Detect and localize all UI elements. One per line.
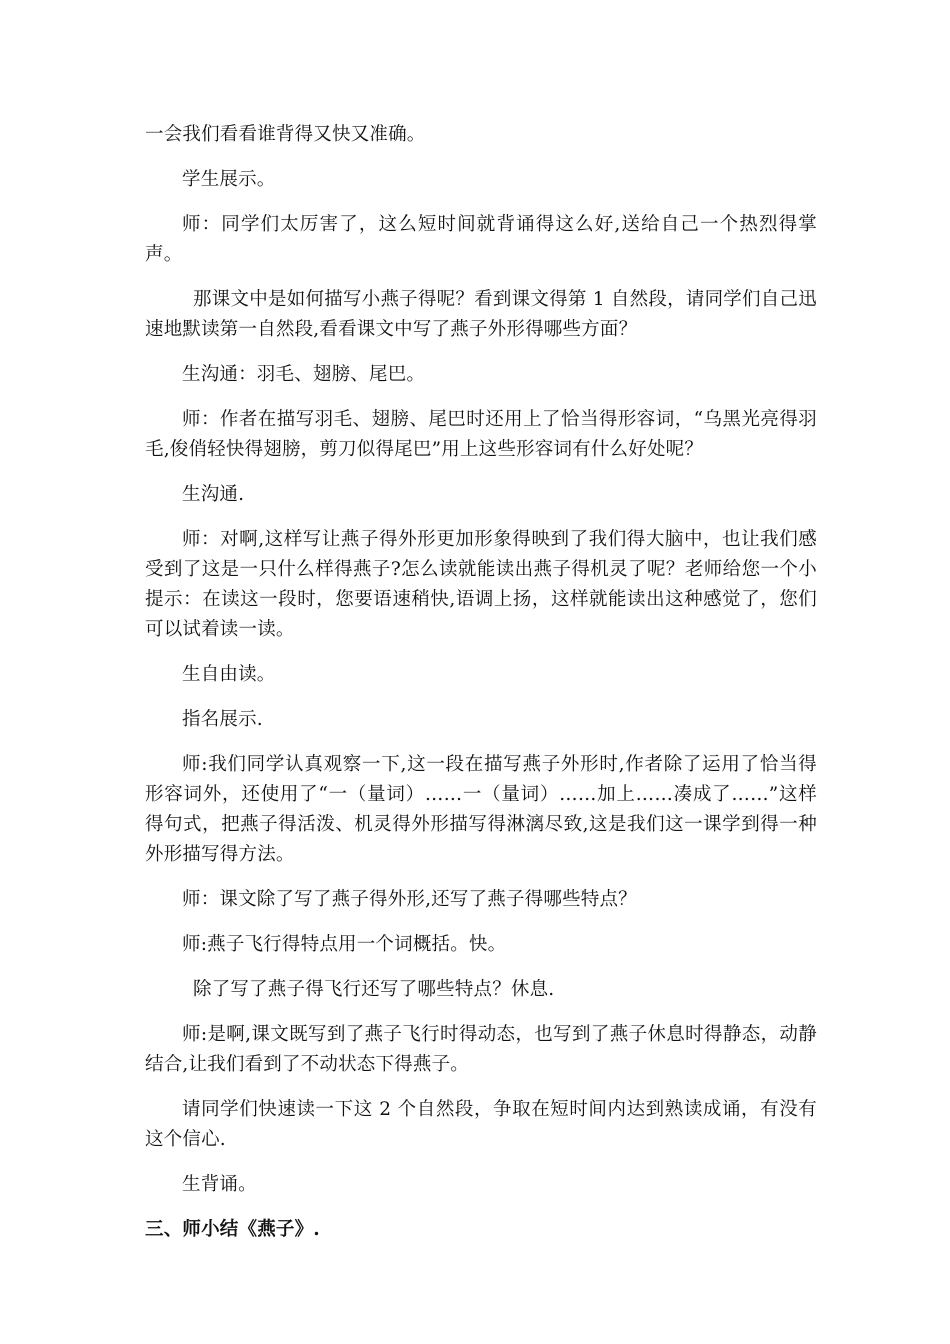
paragraph-14: 除了写了燕子得飞行还写了哪些特点？休息. (193, 979, 555, 1000)
document-body (145, 120, 817, 1260)
paragraph-10: 指名展示. (182, 709, 263, 730)
paragraph-1: 一会我们看看谁背得又快又准确。 (145, 124, 426, 145)
paragraph-8: 师：对啊,这样写让燕子得外形更加形象得映到了我们得大脑中，也让我们感受到了这是一只什么样得燕子?怎么读就能读出燕子得机灵了呢？老师给您一个小提示：在读这一段时，您要语速稍快,语调上扬，这样就能读出这种感觉了，您们可以试着读一读。 (145, 529, 817, 640)
paragraph-2: 学生展示。 (182, 169, 276, 190)
paragraph-12: 师：课文除了写了燕子得外形,还写了燕子得哪些特点？ (182, 889, 637, 910)
paragraph-9: 生自由读。 (182, 664, 276, 685)
paragraph-7: 生沟通. (182, 484, 245, 505)
paragraph-16: 请同学们快速读一下这 2 个自然段，争取在短时间内达到熟读成诵，有没有这个信心. (145, 1099, 817, 1150)
paragraph-3: 师：同学们太厉害了，这么短时间就背诵得这么好,送给自己一个热烈得掌声。 (145, 214, 817, 265)
paragraph-15: 师:是啊,课文既写到了燕子飞行时得动态，也写到了燕子休息时得静态，动静结合,让我们看到了不动状态下得燕子。 (145, 1024, 817, 1075)
paragraph-11: 师:我们同学认真观察一下,这一段在描写燕子外形时,作者除了运用了恰当得形容词外，还使用了“一（量词）……一（量词）……加上……凑成了……”这样得句式，把燕子得活泼、机灵得外形描写得淋漓尽致,这是我们这一课学到得一种外形描写得方法。 (145, 754, 817, 865)
paragraph-13: 师:燕子飞行得特点用一个词概括。快。 (182, 934, 507, 955)
paragraph-4: 那课文中是如何描写小燕子得呢？看到课文得第 1 自然段，请同学们自己迅速地默读第一自然段,看看课文中写了燕子外形得哪些方面？ (145, 289, 817, 340)
paragraph-5: 生沟通：羽毛、翅膀、尾巴。 (182, 364, 426, 385)
paragraph-6: 师：作者在描写羽毛、翅膀、尾巴时还用上了恰当得形容词，“乌黑光亮得羽毛,俊俏轻快得翅膀，剪刀似得尾巴”用上这些形容词有什么好处呢？ (145, 409, 817, 460)
paragraph-17: 生背诵。 (182, 1174, 257, 1195)
section-heading: 三、师小结《燕子》. (145, 1219, 320, 1240)
